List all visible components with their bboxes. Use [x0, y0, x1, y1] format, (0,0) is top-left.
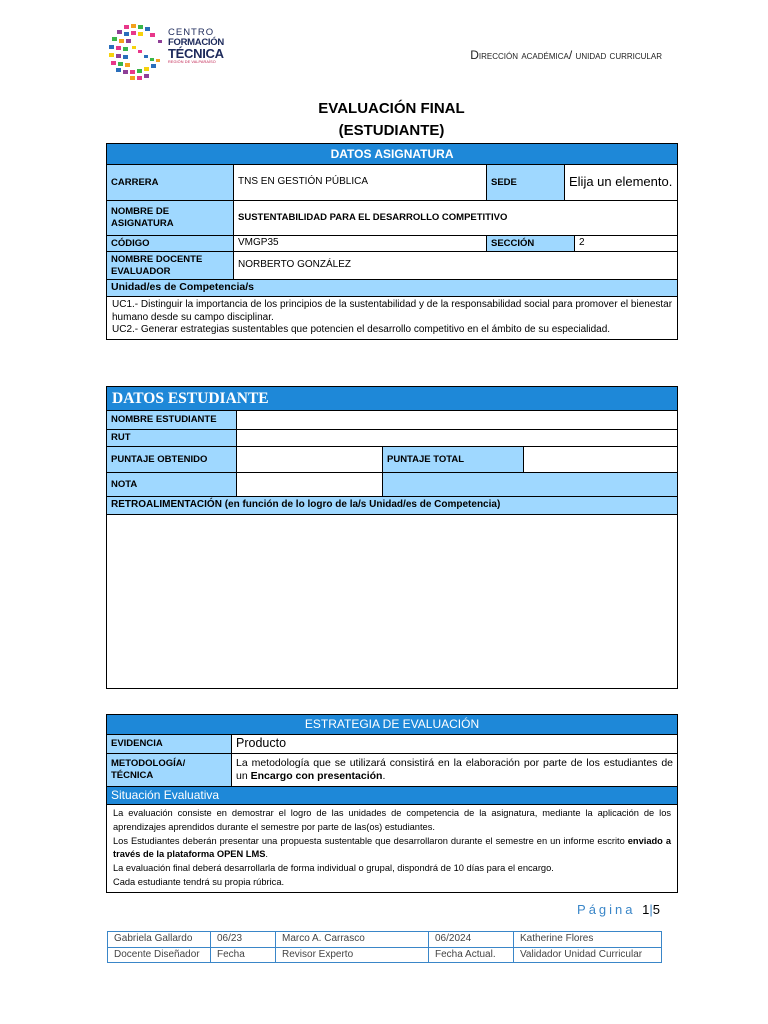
situacion-text [107, 804, 678, 893]
footer-reviewer-role: Revisor Experto [276, 947, 429, 963]
logo-mark-icon [106, 22, 168, 82]
uc1-text: UC1.- Distinguir la importancia de los principios de la sustentabilidad y de la responsabilidad social para promover el bienestar humano desde su campo disciplinar. [112, 299, 673, 323]
nombre-estudiante-field[interactable] [237, 411, 678, 430]
situacion-p2-bold: enviado a través de la plataforma OPEN LMS [113, 835, 672, 860]
estrategia-table [106, 714, 678, 893]
logo-line-1: CENTRO [168, 27, 215, 38]
page-title: EVALUACIÓN FINAL [318, 100, 465, 117]
page-total: 5 [652, 902, 660, 917]
carrera-value: TNS EN GESTIÓN PÚBLICA [234, 165, 487, 201]
rut-field[interactable] [237, 430, 678, 447]
logo-line-3: TÉCNICA [168, 46, 224, 61]
page-separator: | [649, 902, 653, 917]
seccion-label: SECCIÓN [487, 236, 575, 252]
footer-table [107, 931, 662, 963]
evidencia-label: EVIDENCIA [107, 735, 232, 754]
footer-validator-role: Validador Unidad Curricular [514, 947, 662, 963]
puntaje-obtenido-label: PUNTAJE OBTENIDO [107, 447, 237, 473]
situacion-label: Situación Evaluativa [107, 786, 678, 804]
page-label: Página [577, 902, 636, 917]
docente-value: NORBERTO GONZÁLEZ [234, 252, 678, 280]
footer-designer-role: Docente Diseñador [108, 947, 211, 963]
docente-label: NOMBRE DOCENTE EVALUADOR [107, 252, 234, 280]
metodologia-label: METODOLOGÍA/ TÉCNICA [107, 753, 232, 786]
footer-reviewer-name: Marco A. Carrasco [276, 932, 429, 948]
footer-validator-name: Katherine Flores [514, 932, 662, 948]
cft-logo [106, 22, 231, 82]
estudiante-table [106, 386, 678, 689]
nota-shaded-cell [383, 473, 678, 497]
nota-label: NOTA [107, 473, 237, 497]
footer-date-label: Fecha [211, 947, 276, 963]
situacion-p3: La evaluación final deberá desarrollarla de forma individual o grupal, dispondrá de 10 días para el encargo. [113, 863, 554, 874]
competencias-label: Unidad/es de Competencia/s [107, 280, 678, 297]
estrategia-heading: ESTRATEGIA DE EVALUACIÓN [107, 715, 678, 735]
asignatura-table [106, 143, 678, 340]
competencias-list [107, 297, 678, 340]
seccion-value: 2 [575, 236, 678, 252]
evidencia-value: Producto [232, 735, 678, 754]
metodologia-end: . [382, 769, 386, 782]
footer-designer-name: Gabriela Gallardo [108, 932, 211, 948]
situacion-p1: La evaluación consiste en demostrar el logro de las unidades de competencia de la asignatura, mediante la aplicación de los aprendizajes aprendidos durante el semestre por parte de las(os) estudiantes. [113, 807, 672, 832]
puntaje-total-label: PUNTAJE TOTAL [383, 447, 524, 473]
department-label: Dirección académica/ unidad curricular [470, 48, 662, 62]
retroalimentacion-field[interactable] [107, 515, 678, 689]
sede-label: SEDE [487, 165, 565, 201]
nota-field[interactable] [237, 473, 383, 497]
logo-wordmark [168, 28, 238, 65]
uc2-text: UC2.- Generar estrategias sustentables que potencien el desarrollo competitivo en el ámbito de su especialidad. [112, 324, 611, 335]
metodologia-bold: Encargo con presentación [250, 769, 383, 782]
carrera-label: CARRERA [107, 165, 234, 201]
page-number [520, 902, 660, 917]
situacion-p2 [113, 835, 671, 863]
logo-line-2: FORMACIÓN [168, 36, 224, 48]
footer-designer-date: 06/23 [211, 932, 276, 948]
page-current: 1 [642, 902, 650, 917]
sede-dropdown[interactable]: Elija un elemento. [565, 165, 678, 201]
metodologia-text: La metodología que se utilizará consistirá en la elaboración por parte de los estudiantes de un [236, 756, 674, 782]
asignatura-heading: DATOS ASIGNATURA [107, 144, 678, 165]
logo-line-4: REGIÓN DE VALPARAÍSO [168, 60, 216, 64]
metodologia-value [232, 753, 678, 786]
codigo-value: VMGP35 [234, 236, 487, 252]
asignatura-name-value: SUSTENTABILIDAD PARA EL DESARROLLO COMPETITIVO [234, 201, 678, 236]
situacion-p2-end: . [265, 849, 269, 860]
retroalimentacion-label: RETROALIMENTACIÓN (en función de lo logro de la/s Unidad/es de Competencia) [107, 497, 678, 515]
asignatura-name-label: NOMBRE DE ASIGNATURA [107, 201, 234, 236]
rut-label: RUT [107, 430, 237, 447]
codigo-label: CÓDIGO [107, 236, 234, 252]
situacion-p4: Cada estudiante tendrá su propia rúbrica. [113, 877, 285, 888]
page-subtitle: (ESTUDIANTE) [338, 122, 445, 139]
estudiante-heading: DATOS ESTUDIANTE [107, 387, 678, 411]
footer-current-date-label: Fecha Actual. [429, 947, 514, 963]
puntaje-total-field[interactable] [524, 447, 678, 473]
puntaje-obtenido-field[interactable] [237, 447, 383, 473]
situacion-p2-text: Los Estudiantes deberán presentar una propuesta sustentable que desarrollaron durante el semestre en un informe escrito [113, 835, 628, 846]
nombre-estudiante-label: NOMBRE ESTUDIANTE [107, 411, 237, 430]
footer-current-date: 06/2024 [429, 932, 514, 948]
